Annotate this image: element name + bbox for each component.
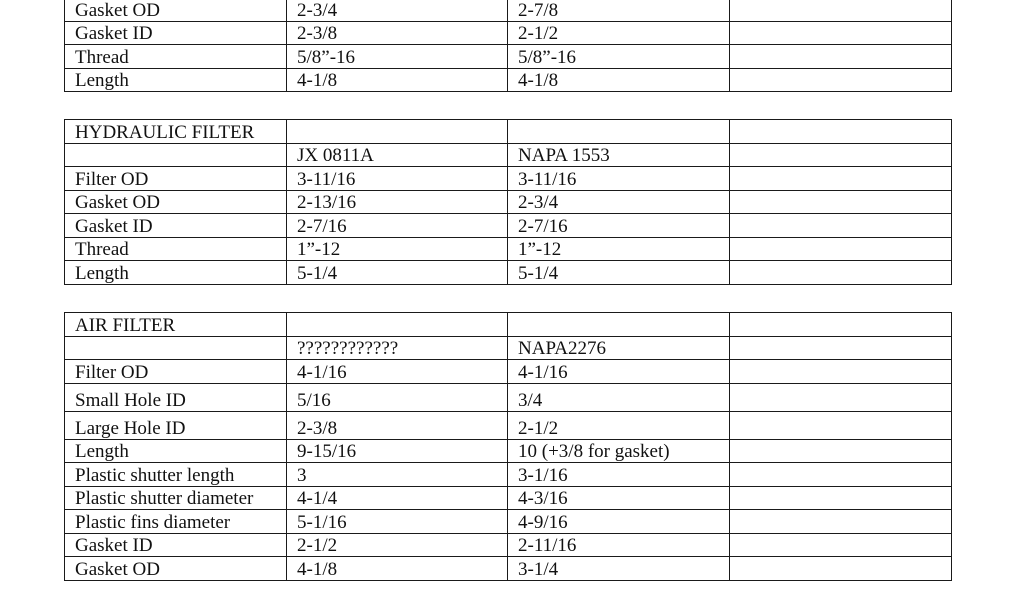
row-label: Filter OD bbox=[65, 167, 287, 191]
table-title-row bbox=[65, 120, 952, 144]
table-row bbox=[65, 190, 952, 214]
table-row bbox=[65, 463, 952, 487]
cell-value bbox=[730, 261, 952, 285]
cell-value: 2-3/8 bbox=[287, 411, 508, 439]
cell-value: 3-1/4 bbox=[508, 557, 730, 581]
row-label: Gasket OD bbox=[65, 557, 287, 581]
row-label: Plastic shutter diameter bbox=[65, 486, 287, 510]
cell-value: 2-3/4 bbox=[508, 190, 730, 214]
column-header bbox=[730, 143, 952, 167]
cell-value bbox=[287, 313, 508, 337]
row-label: Thread bbox=[65, 45, 287, 69]
cell-value bbox=[730, 45, 952, 69]
cell-value: 4-1/16 bbox=[508, 360, 730, 384]
cell-value bbox=[730, 411, 952, 439]
cell-value: 2-3/8 bbox=[287, 21, 508, 45]
cell-value: 3-1/16 bbox=[508, 463, 730, 487]
cell-value: 5-1/4 bbox=[508, 261, 730, 285]
cell-value bbox=[730, 439, 952, 463]
row-label: Filter OD bbox=[65, 360, 287, 384]
table-row bbox=[65, 45, 952, 69]
table-row bbox=[65, 486, 952, 510]
row-label: Large Hole ID bbox=[65, 411, 287, 439]
row-label bbox=[65, 336, 287, 360]
cell-value: 1”-12 bbox=[508, 237, 730, 261]
cell-value: 4-9/16 bbox=[508, 510, 730, 534]
table-row bbox=[65, 439, 952, 463]
cell-value bbox=[730, 0, 952, 21]
column-header bbox=[730, 336, 952, 360]
row-label bbox=[65, 143, 287, 167]
cell-value bbox=[730, 120, 952, 144]
table-row bbox=[65, 261, 952, 285]
cell-value: 10 (+3/8 for gasket) bbox=[508, 439, 730, 463]
cell-value: 2-3/4 bbox=[287, 0, 508, 21]
cell-value bbox=[730, 360, 952, 384]
cell-value: 5-1/16 bbox=[287, 510, 508, 534]
row-label: Gasket ID bbox=[65, 214, 287, 238]
row-label: Gasket OD bbox=[65, 0, 287, 21]
column-header: NAPA 1553 bbox=[508, 143, 730, 167]
table-row bbox=[65, 21, 952, 45]
table-row bbox=[65, 0, 952, 21]
column-header: JX 0811A bbox=[287, 143, 508, 167]
row-label: Plastic fins diameter bbox=[65, 510, 287, 534]
table-title: HYDRAULIC FILTER bbox=[65, 120, 287, 144]
table-row bbox=[65, 533, 952, 557]
cell-value: 1”-12 bbox=[287, 237, 508, 261]
cell-value: 3-11/16 bbox=[508, 167, 730, 191]
cell-value: 4-1/16 bbox=[287, 360, 508, 384]
row-label: Plastic shutter length bbox=[65, 463, 287, 487]
table-row bbox=[65, 214, 952, 238]
cell-value bbox=[730, 21, 952, 45]
cell-value bbox=[730, 486, 952, 510]
cell-value: 4-1/8 bbox=[287, 557, 508, 581]
hydraulic-filter-table bbox=[64, 119, 952, 285]
cell-value: 5/16 bbox=[287, 383, 508, 411]
table-row bbox=[65, 167, 952, 191]
cell-value bbox=[730, 383, 952, 411]
table-row bbox=[65, 237, 952, 261]
table-header-row bbox=[65, 336, 952, 360]
row-label: Small Hole ID bbox=[65, 383, 287, 411]
cell-value: 4-1/8 bbox=[287, 68, 508, 92]
row-label: Length bbox=[65, 68, 287, 92]
cell-value: 4-3/16 bbox=[508, 486, 730, 510]
cell-value: 2-7/8 bbox=[508, 0, 730, 21]
filter-spec-table-top bbox=[64, 0, 952, 92]
cell-value: 2-1/2 bbox=[287, 533, 508, 557]
table-row bbox=[65, 383, 952, 411]
cell-value bbox=[730, 313, 952, 337]
row-label: Gasket OD bbox=[65, 190, 287, 214]
table-row bbox=[65, 557, 952, 581]
table-title: AIR FILTER bbox=[65, 313, 287, 337]
cell-value: 5/8”-16 bbox=[508, 45, 730, 69]
cell-value bbox=[730, 214, 952, 238]
air-filter-table bbox=[64, 312, 952, 581]
cell-value: 4-1/4 bbox=[287, 486, 508, 510]
table-row bbox=[65, 360, 952, 384]
cell-value: 2-1/2 bbox=[508, 21, 730, 45]
table-header-row bbox=[65, 143, 952, 167]
table-row bbox=[65, 411, 952, 439]
cell-value: 3/4 bbox=[508, 383, 730, 411]
column-header: ???????????? bbox=[287, 336, 508, 360]
column-header: NAPA2276 bbox=[508, 336, 730, 360]
cell-value bbox=[287, 120, 508, 144]
row-label: Length bbox=[65, 439, 287, 463]
cell-value: 2-1/2 bbox=[508, 411, 730, 439]
cell-value: 2-13/16 bbox=[287, 190, 508, 214]
cell-value bbox=[730, 510, 952, 534]
cell-value: 3-11/16 bbox=[287, 167, 508, 191]
cell-value: 4-1/8 bbox=[508, 68, 730, 92]
cell-value bbox=[730, 463, 952, 487]
cell-value: 2-7/16 bbox=[508, 214, 730, 238]
row-label: Thread bbox=[65, 237, 287, 261]
cell-value bbox=[730, 237, 952, 261]
cell-value bbox=[508, 313, 730, 337]
cell-value: 5/8”-16 bbox=[287, 45, 508, 69]
cell-value bbox=[730, 190, 952, 214]
cell-value bbox=[730, 557, 952, 581]
cell-value bbox=[730, 533, 952, 557]
row-label: Gasket ID bbox=[65, 21, 287, 45]
cell-value bbox=[508, 120, 730, 144]
cell-value: 3 bbox=[287, 463, 508, 487]
cell-value bbox=[730, 68, 952, 92]
cell-value: 2-7/16 bbox=[287, 214, 508, 238]
table-title-row bbox=[65, 313, 952, 337]
row-label: Length bbox=[65, 261, 287, 285]
cell-value: 2-11/16 bbox=[508, 533, 730, 557]
cell-value: 9-15/16 bbox=[287, 439, 508, 463]
cell-value: 5-1/4 bbox=[287, 261, 508, 285]
row-label: Gasket ID bbox=[65, 533, 287, 557]
table-row bbox=[65, 510, 952, 534]
cell-value bbox=[730, 167, 952, 191]
table-row bbox=[65, 68, 952, 92]
